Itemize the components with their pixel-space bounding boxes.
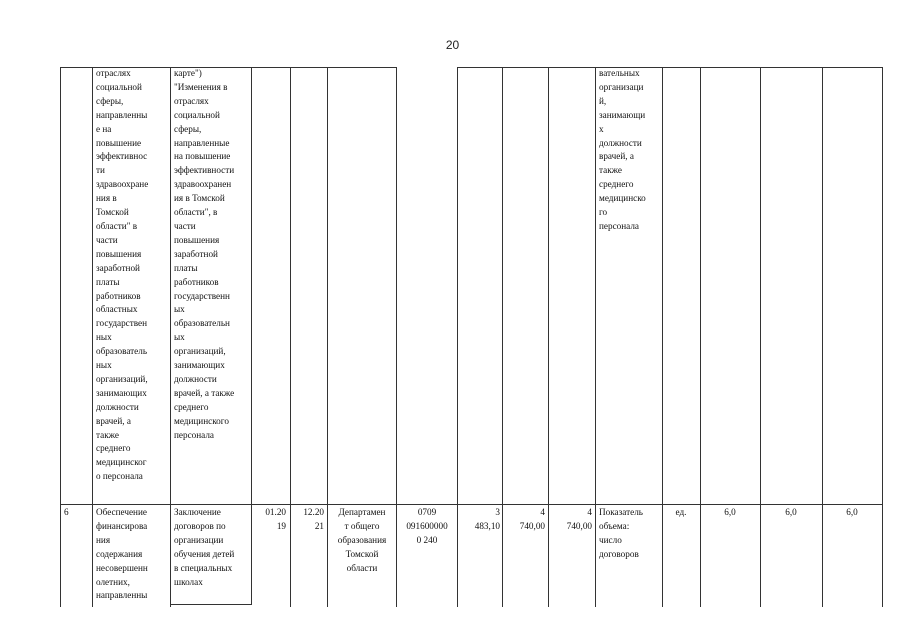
row-6-executor: Департамен т общего образования Томской области xyxy=(337,507,387,573)
row-6-value-year-2: 6,0 xyxy=(785,507,797,517)
row-6-start-date: 01.20 19 xyxy=(265,507,286,531)
row-6-indicator: Показатель объема: число договоров xyxy=(599,507,643,559)
row-6-name-cell: Обеспечение финансирова ния содержания несовершенн олетних, направленны xyxy=(96,507,148,601)
row-6-end-date: 12.20 21 xyxy=(303,507,324,531)
page-number: 20 xyxy=(445,38,460,52)
row-6-funding-year-3: 4 740,00 xyxy=(566,507,592,531)
prev-row-name-cell: отраслях социальной сферы, направленны е на повышение эффективнос ти здравоохране ния в Томской области" в части повышения заработной платы работников областных государствен ных образователь ных организаций, занимающих должности врачей, а также среднего медицинског о персонала xyxy=(96,68,149,482)
row-6-funding-year-1: 3 483,10 xyxy=(474,507,500,531)
row-6-value-year-1: 6,0 xyxy=(724,507,736,517)
row-6-number: 6 xyxy=(64,507,69,517)
row-6-value-year-3: 6,0 xyxy=(846,507,858,517)
prev-row-indicator-cell: вательных организаци й, занимающи х должности врачей, а также среднего медицинско го персонала xyxy=(599,68,646,231)
row-6-funding-year-2: 4 740,00 xyxy=(519,507,545,531)
prev-row-activity-cell: карте") "Изменения в отраслях социальной сферы, направленные на повышение эффективности здравоохранен ия в Томской области", в части повышения заработной платы работников государственн ых образовательн ых организаций, занимающих должности врачей, а также среднего медицинского персонала xyxy=(174,68,235,440)
row-6-budget-code: 0709 091600000 0 240 xyxy=(406,507,448,545)
row-6-activity-cell: Заключение договоров по организации обучения детей в специальных школах xyxy=(174,507,235,587)
row-6-unit: ед. xyxy=(675,507,687,517)
